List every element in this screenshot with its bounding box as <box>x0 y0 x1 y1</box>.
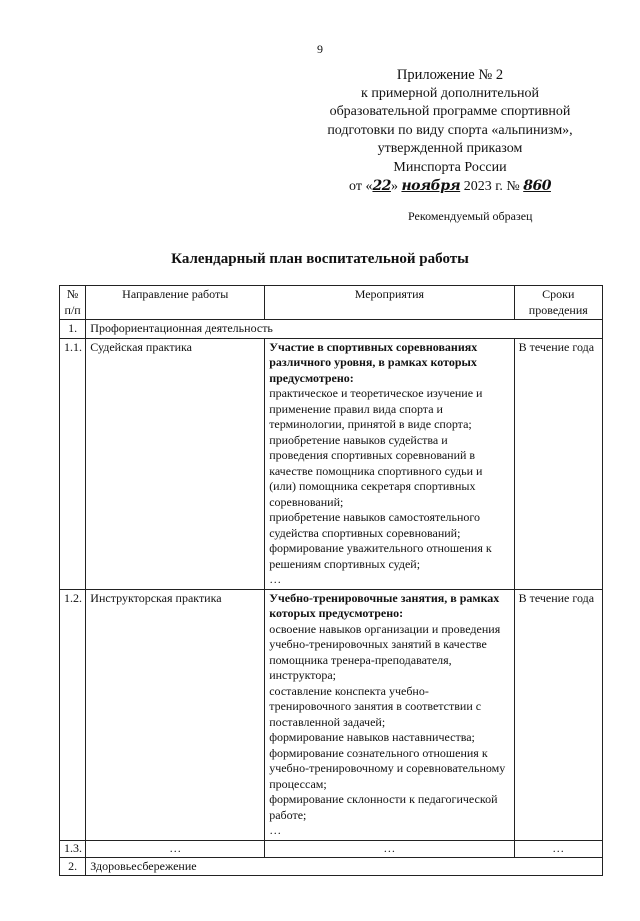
event-item: практическое и теоретическое изучение и применение правил вида спорта и терминологии, принятой в виде спорта; <box>269 386 483 431</box>
order-month: ноября <box>401 178 461 194</box>
order-day: 22 <box>372 178 391 194</box>
row-num: 1.3. <box>60 840 86 857</box>
event-item: формирование сознательного отношения к учебно-тренировочному и соревновательному процессам; <box>269 745 506 791</box>
annex-title: Приложение № 2 <box>396 67 504 83</box>
event-item: приобретение навыков судейства и проведения спортивных соревнований в качестве помощника спортивного судьи и (или) помощника секретаря спортивных соревнований; <box>269 432 483 509</box>
order-year: 2023 г. № <box>460 179 524 194</box>
sample-label: Рекомендуемый образец <box>408 209 533 223</box>
row-events: … <box>265 840 514 857</box>
order-line <box>300 177 600 197</box>
section-label: Здоровьесбережение <box>86 857 603 876</box>
event-item: составление конспекта учебно-тренировочного занятия в соответствии с поставленной задачей; <box>269 683 482 729</box>
plan-table <box>59 285 603 876</box>
event-title: Учебно-тренировочные занятия, в рамках которых предусмотрено: <box>269 590 500 620</box>
annex-block <box>300 66 600 197</box>
annex-line: образовательной программе спортивной <box>329 104 571 119</box>
table-header-row <box>60 286 603 320</box>
row-direction: … <box>86 840 265 857</box>
annex-line: утвержденной приказом <box>377 141 523 156</box>
event-ellipsis: … <box>269 572 282 586</box>
page-number: 9 <box>317 42 323 56</box>
event-item: формирование склонности к педагогической работе; <box>269 792 498 822</box>
header-dates: Сроки проведения <box>514 286 602 320</box>
table-row <box>60 338 603 589</box>
section-row <box>60 320 603 339</box>
table-row <box>60 840 603 857</box>
event-item: формирование уважительного отношения к решениям спортивных судей; <box>269 541 492 571</box>
annex-line: Минспорта России <box>393 159 507 175</box>
header-num: № п/п <box>60 286 86 320</box>
table-row <box>60 589 603 840</box>
event-item: формирование навыков наставничества; <box>269 730 475 744</box>
row-events <box>265 589 514 840</box>
event-item: освоение навыков организации и проведения учебно-тренировочных занятий в качестве помощника тренера-преподавателя, инструктора; <box>269 621 501 682</box>
event-ellipsis: … <box>269 823 282 837</box>
row-dates: В течение года <box>514 589 602 840</box>
event-item: приобретение навыков самостоятельного судейства спортивных соревнований; <box>269 510 481 540</box>
row-events <box>265 338 514 589</box>
section-num: 2. <box>60 857 86 876</box>
document-title: Календарный план воспитательной работы <box>171 251 469 267</box>
section-row <box>60 857 603 876</box>
annex-line: подготовки по виду спорта «альпинизм», <box>327 122 573 138</box>
row-num: 1.2. <box>60 589 86 840</box>
row-direction: Судейская практика <box>86 338 265 589</box>
event-title: Участие в спортивных соревнованиях различного уровня, в рамках которых предусмотрено: <box>269 339 478 385</box>
row-dates: … <box>514 840 602 857</box>
order-prefix: от « <box>349 179 373 194</box>
row-dates: В течение года <box>514 338 602 589</box>
annex-line: к примерной дополнительной <box>361 85 539 101</box>
header-events: Мероприятия <box>265 286 514 320</box>
order-mid: » <box>390 179 402 194</box>
header-direction: Направление работы <box>86 286 265 320</box>
section-num: 1. <box>60 320 86 339</box>
order-number: 860 <box>523 178 551 194</box>
row-num: 1.1. <box>60 338 86 589</box>
row-direction: Инструкторская практика <box>86 589 265 840</box>
section-label: Профориентационная деятельность <box>86 320 603 339</box>
